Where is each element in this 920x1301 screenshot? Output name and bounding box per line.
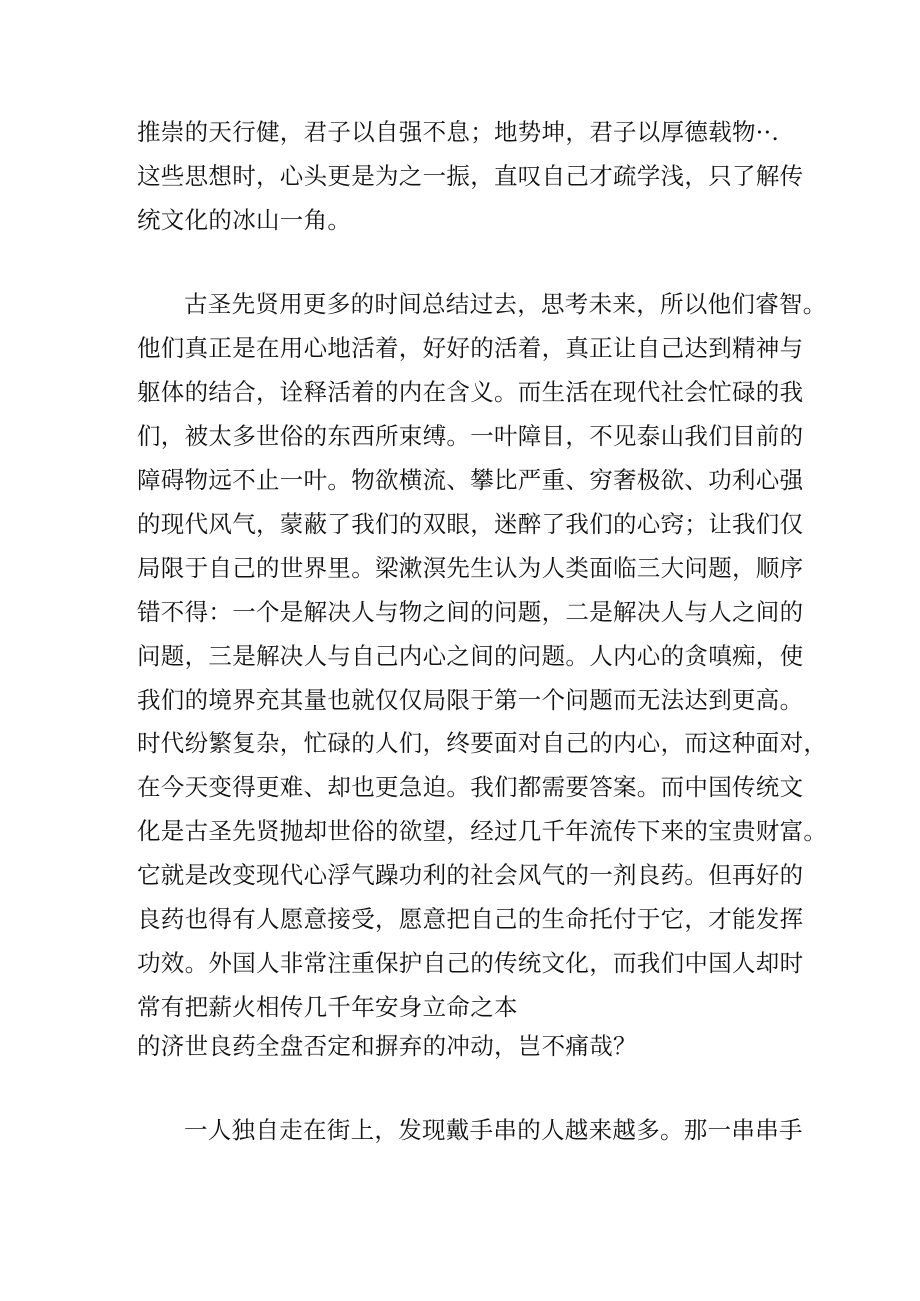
paragraph-2-line-17: 常有把薪火相传几千年安身立命之本 [137, 993, 518, 1021]
paragraph-2-line-8: 错不得：一个是解决人与物之间的问题，二是解决人与人之间的 [137, 598, 804, 626]
paragraph-1-line-2: 这些思想时，心头更是为之一振，直叹自己才疏学浅，只了解传 [137, 162, 804, 190]
paragraph-2-line-10: 我们的境界充其量也就仅仅局限于第一个问题而无法达到更高。 [137, 686, 804, 714]
paragraph-3-line-1: 一人独自走在街上，发现戴手串的人越来越多。那一串串手 [184, 1116, 803, 1144]
paragraph-2-line-9: 问题，三是解决人与自己内心之间的问题。人内心的贪嗔痴，使 [137, 642, 804, 670]
paragraph-2-line-1: 古圣先贤用更多的时间总结过去，思考未来，所以他们睿智。 [184, 290, 827, 318]
paragraph-2-line-6: 的现代风气，蒙蔽了我们的双眼，迷醉了我们的心窍；让我们仅 [137, 510, 804, 538]
paragraph-2-line-16: 功效。外国人非常注重保护自己的传统文化，而我们中国人却时 [137, 949, 804, 977]
paragraph-2-line-4: 们，被太多世俗的东西所束缚。一叶障目，不见泰山我们目前的 [137, 422, 804, 450]
paragraph-2-line-14: 它就是改变现代心浮气躁功利的社会风气的一剂良药。但再好的 [137, 861, 804, 889]
paragraph-2-line-3: 躯体的结合，诠释活着的内在含义。而生活在现代社会忙碌的我 [137, 378, 804, 406]
paragraph-1-line-3: 统文化的冰山一角。 [137, 206, 352, 234]
paragraph-2-line-18: 的济世良药全盘否定和摒弃的冲动，岂不痛哉？ [137, 1032, 637, 1060]
paragraph-2-line-13: 化是古圣先贤抛却世俗的欲望，经过几千年流传下来的宝贵财富。 [137, 817, 828, 845]
paragraph-2-line-2: 他们真正是在用心地活着，好好的活着，真正让自己达到精神与 [137, 334, 804, 362]
paragraph-2-line-5: 障碍物远不止一叶。物欲横流、攀比严重、穷奢极欲、功利心强 [137, 466, 804, 494]
paragraph-2-line-11: 时代纷繁复杂，忙碌的人们，终要面对自己的内心，而这种面对， [137, 729, 828, 757]
paragraph-1-line-1: 推崇的天行健，君子以自强不息；地势坤，君子以厚德载物··. [137, 118, 780, 146]
paragraph-2-line-12: 在今天变得更难、却也更急迫。我们都需要答案。而中国传统文 [137, 773, 804, 801]
paragraph-2-line-7: 局限于自己的世界里。梁漱溟先生认为人类面临三大问题，顺序 [137, 554, 804, 582]
paragraph-2-line-15: 良药也得有人愿意接受，愿意把自己的生命托付于它，才能发挥 [137, 905, 804, 933]
